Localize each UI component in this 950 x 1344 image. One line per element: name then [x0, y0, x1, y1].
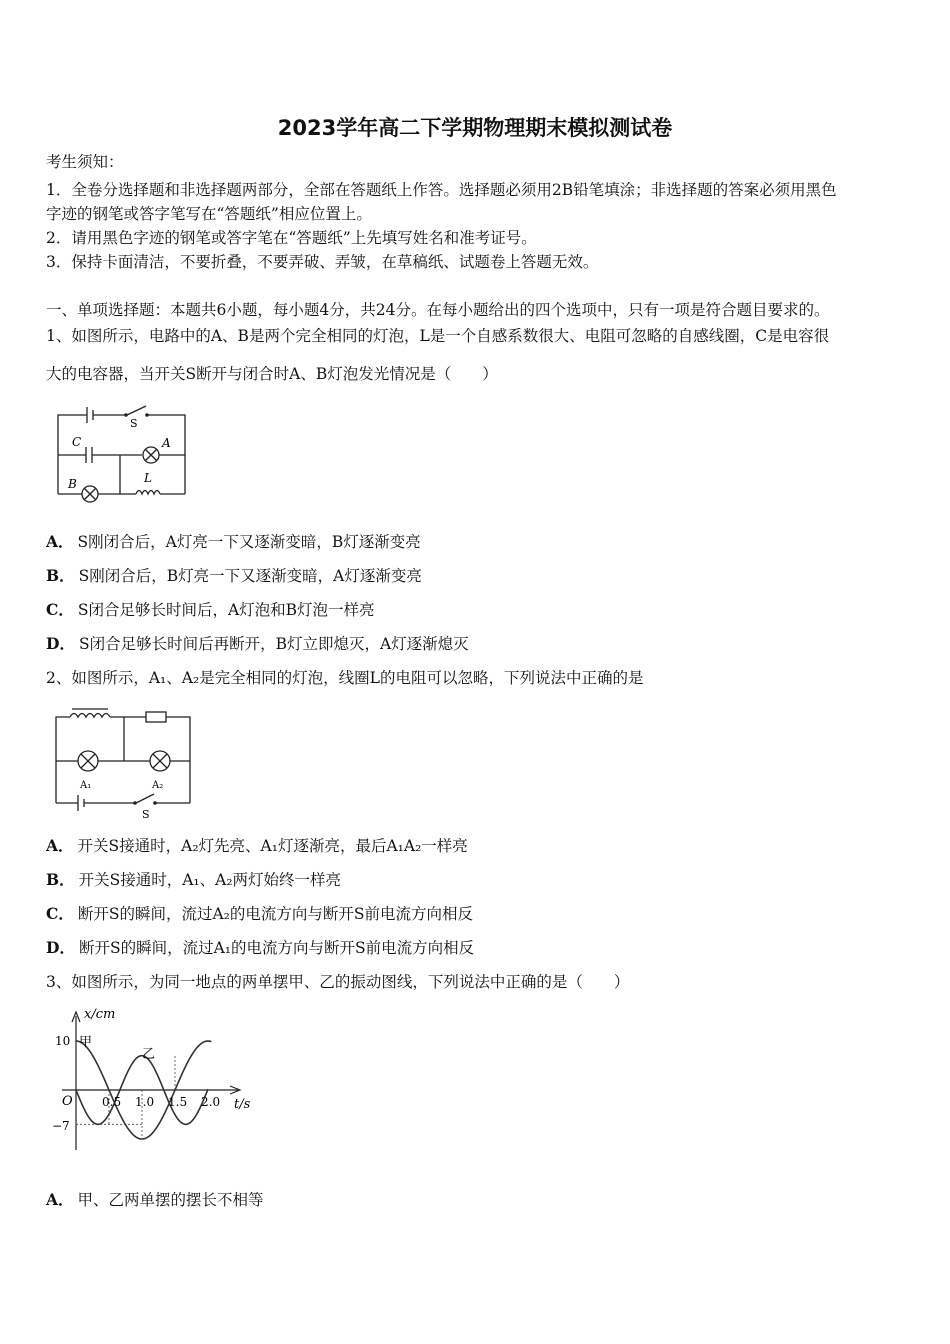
q1-label-l: L — [144, 471, 152, 485]
notice-item-1: 1．全卷分选择题和非选择题两部分，全部在答题纸上作答。选择题必须用2B铅笔填涂；非选择题的答案必须用黑色 — [46, 181, 837, 199]
y-tick-label-neg7: −7 — [52, 1119, 70, 1133]
q3-option-a[interactable]: A． 甲、乙两单摆的摆长不相等 — [46, 1190, 264, 1209]
notice-item-2: 2．请用黑色字迹的钢笔或答字笔在“答题纸”上先填写姓名和准考证号。 — [46, 229, 537, 247]
q1-option-b[interactable]: B． S刚闭合后，B灯亮一下又逐渐变暗，A灯逐渐变亮 — [46, 566, 422, 585]
notice-heading: 考生须知： — [46, 153, 124, 171]
oscillation-chart — [42, 1002, 252, 1160]
series-label-jia: 甲 — [79, 1035, 93, 1050]
q2-option-a[interactable]: A． 开关S接通时，A₂灯先亮、A₁灯逐渐亮，最后A₁A₂一样亮 — [46, 836, 468, 855]
notice-item-3: 3．保持卡面清洁，不要折叠，不要弄破、弄皱，在草稿纸、试题卷上答题无效。 — [46, 253, 599, 271]
q1-option-c[interactable]: C． S闭合足够长时间后，A灯泡和B灯泡一样亮 — [46, 600, 375, 619]
q1-label-b: B — [68, 477, 77, 491]
q2-label-a2: A₂ — [152, 780, 164, 791]
y-tick-label-10: 10 — [55, 1034, 71, 1048]
section-heading: 一、单项选择题：本题共6小题，每小题4分，共24分。在每小题给出的四个选项中，只有一项是符合题目要求的。 — [46, 301, 830, 319]
x-tick-label-2: 1.5 — [168, 1095, 188, 1109]
q1-label-c: C — [72, 435, 82, 449]
y-axis-label: x/cm — [84, 1007, 116, 1022]
page-title: 2023学年高二下学期物理期末模拟测试卷 — [277, 116, 673, 140]
q1-option-d[interactable]: D． S闭合足够长时间后再断开，B灯立即熄灭，A灯逐渐熄灭 — [46, 634, 469, 653]
x-axis-label: t/s — [234, 1097, 251, 1112]
q2-circuit-diagram — [48, 703, 198, 821]
q2-option-d[interactable]: D． 断开S的瞬间，流过A₁的电流方向与断开S前电流方向相反 — [46, 938, 475, 957]
series-label-yi: 乙 — [142, 1047, 156, 1062]
q1-stem-line1: 1、如图所示，电路中的A、B是两个完全相同的灯泡，L是一个自感系数很大、电阻可忽略的自感线圈，C是电容很 — [46, 327, 830, 345]
x-tick-label-0: 0.5 — [102, 1095, 122, 1109]
q1-option-a[interactable]: A． S刚闭合后，A灯亮一下又逐渐变暗，B灯逐渐变亮 — [46, 532, 421, 551]
q3-stem: 3、如图所示，为同一地点的两单摆甲、乙的振动图线，下列说法中正确的是（ ） — [46, 973, 630, 991]
q1-label-a: A — [162, 436, 171, 450]
x-tick-label-3: 2.0 — [201, 1095, 221, 1109]
notice-item-1-cont: 字迹的钢笔或答字笔写在“答题纸”相应位置上。 — [46, 205, 372, 223]
x-tick-label-1: 1.0 — [135, 1095, 155, 1109]
q1-circuit-diagram — [50, 398, 195, 506]
origin-label: O — [62, 1094, 73, 1109]
q2-label-a1: A₁ — [80, 780, 92, 791]
q1-label-s: S — [130, 417, 138, 430]
q2-option-b[interactable]: B． 开关S接通时，A₁、A₂两灯始终一样亮 — [46, 870, 342, 889]
q2-stem: 2、如图所示，A₁、A₂是完全相同的灯泡，线圈L的电阻可以忽略，下列说法中正确的是 — [46, 669, 644, 687]
q2-option-c[interactable]: C． 断开S的瞬间，流过A₂的电流方向与断开S前电流方向相反 — [46, 904, 473, 923]
q2-label-s: S — [142, 808, 150, 821]
q1-stem-line2: 大的电容器，当开关S断开与闭合时A、B灯泡发光情况是（ ） — [46, 365, 498, 383]
